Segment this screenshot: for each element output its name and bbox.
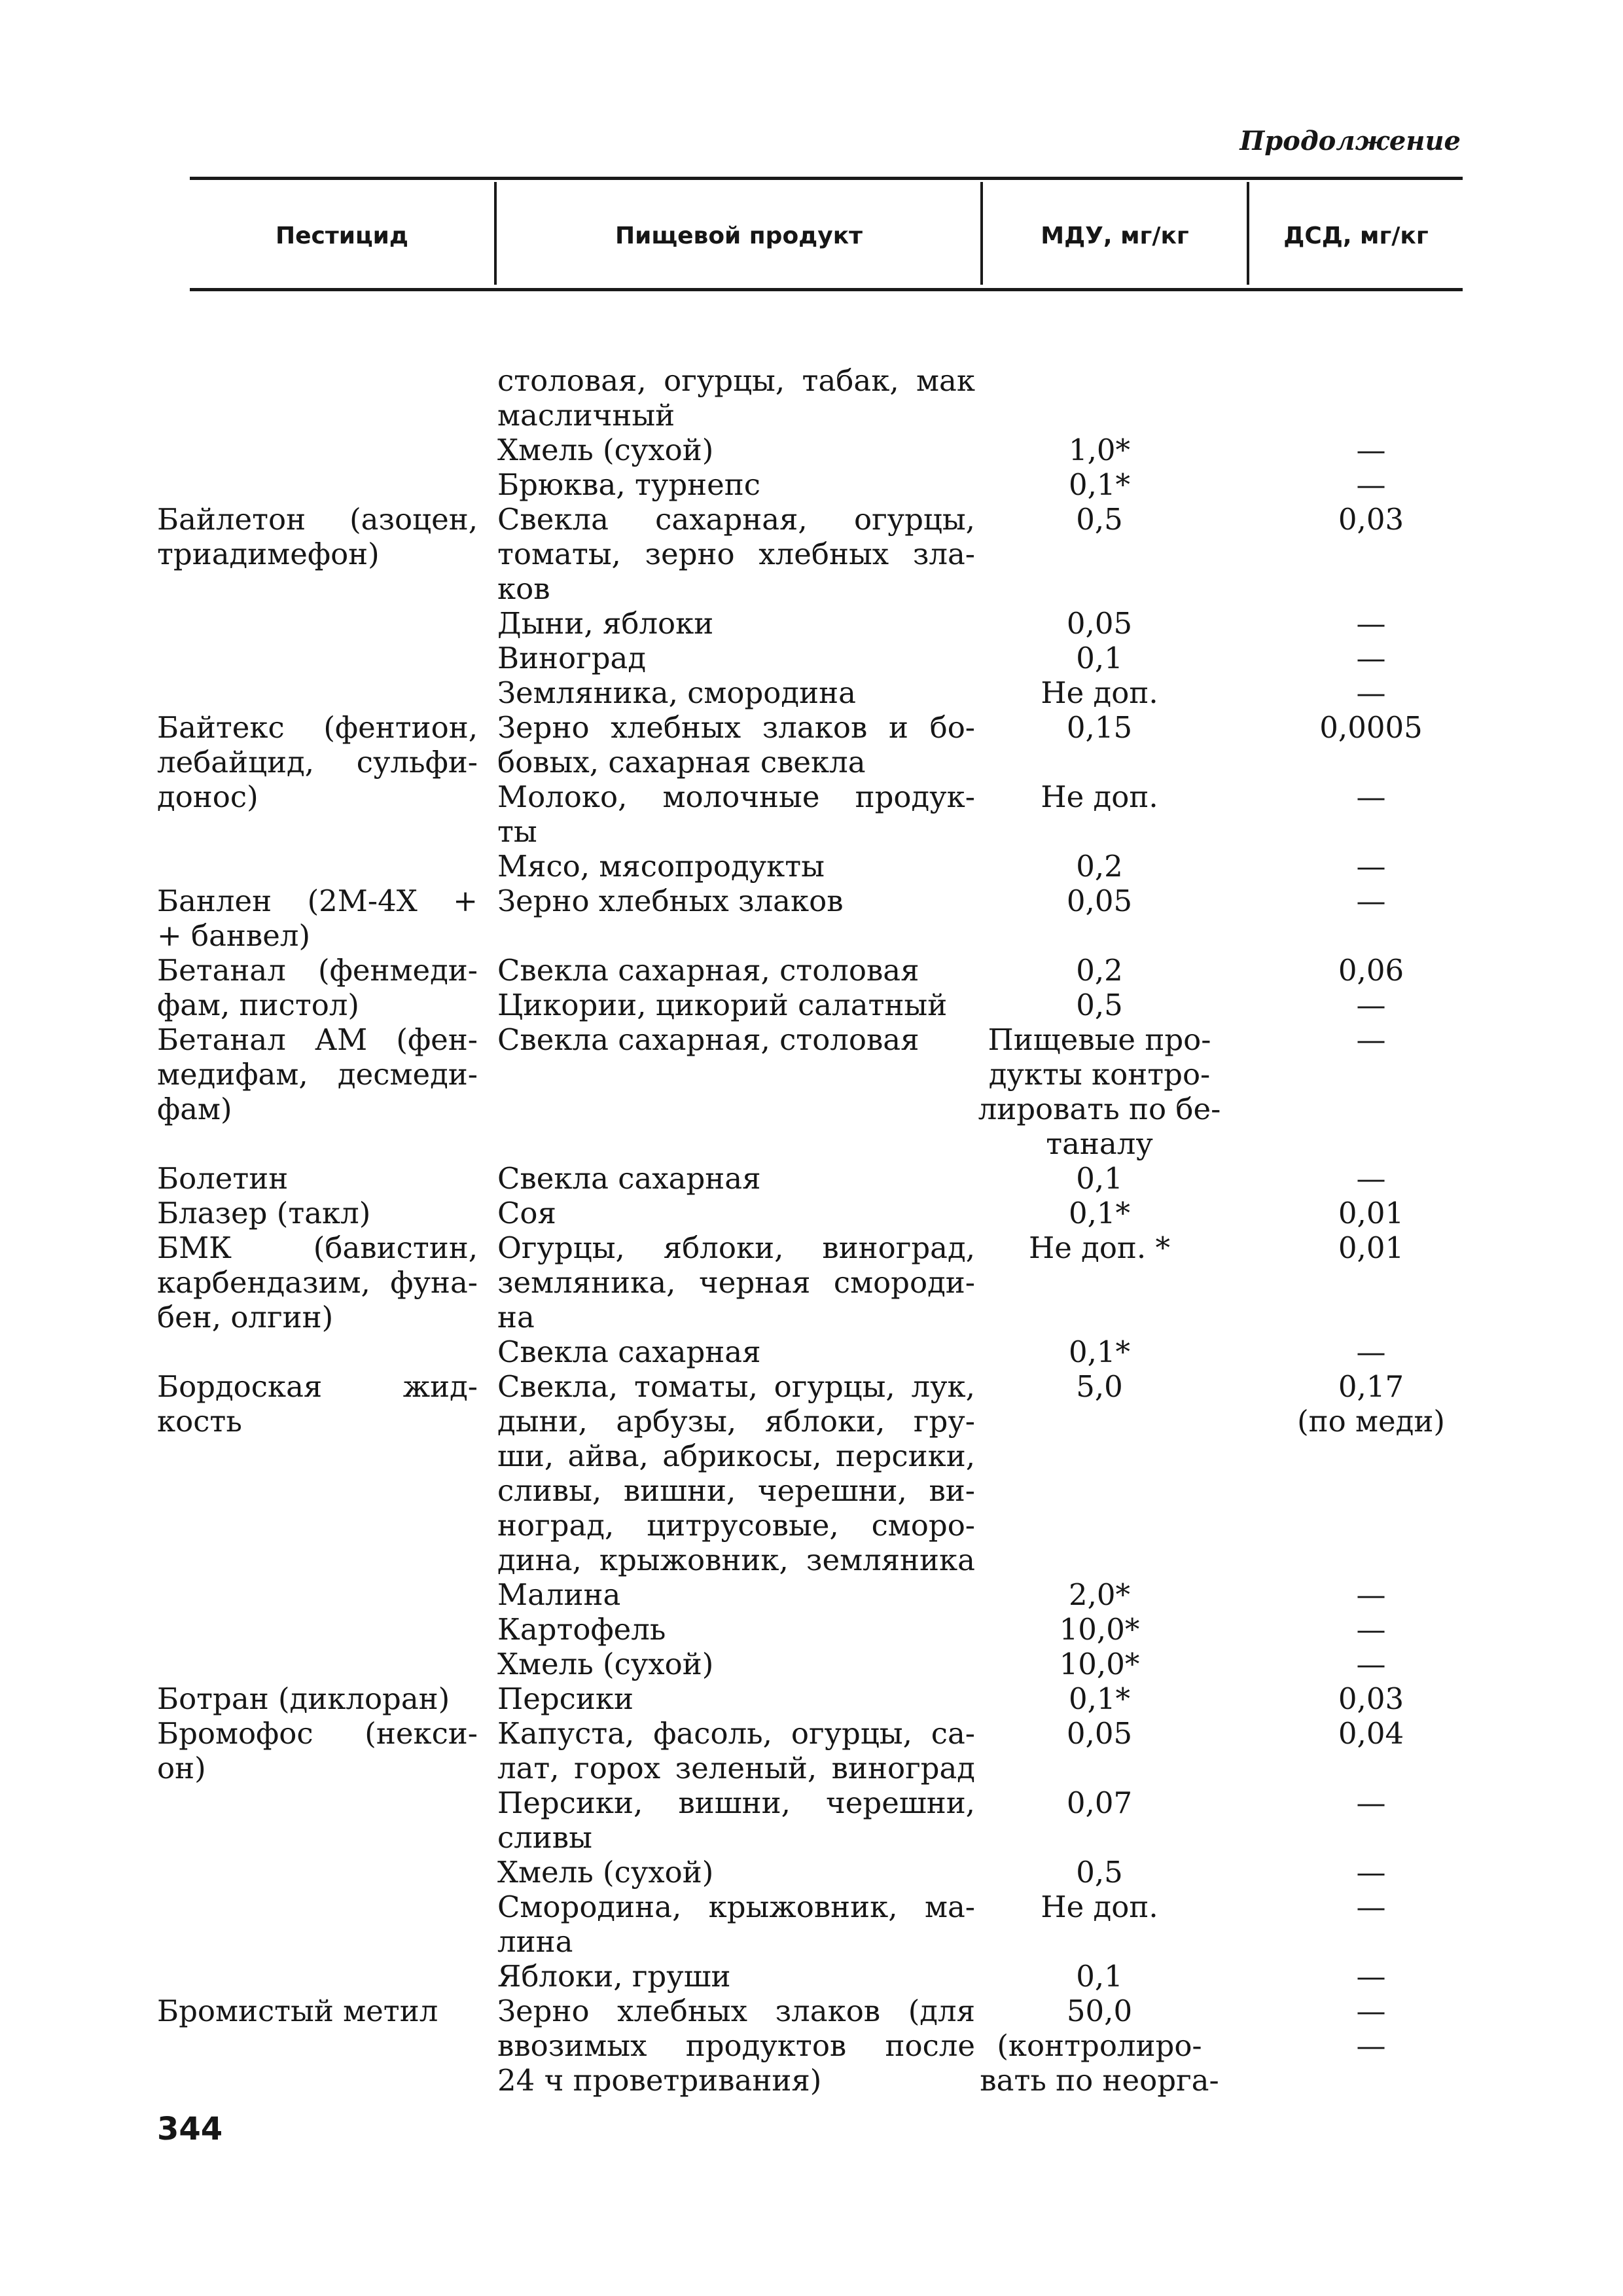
mdu-cell: вать по неорга- — [980, 2063, 1219, 2098]
food-cell: Земляника, смородина — [497, 675, 856, 710]
dsd-cell: — — [1356, 1785, 1386, 1820]
table-row — [0, 988, 1623, 1022]
pesticide-cell: фам, пистол) — [157, 988, 359, 1022]
table-row — [0, 433, 1623, 467]
dsd-cell: — — [1356, 1022, 1386, 1057]
dsd-cell: — — [1356, 606, 1386, 641]
dsd-cell: — — [1356, 988, 1386, 1022]
dsd-cell: — — [1356, 1612, 1386, 1647]
food-cell: земляника, черная смороди- — [497, 1265, 975, 1300]
mdu-cell: Не доп. — [1041, 675, 1158, 710]
table-row — [0, 1022, 1623, 1057]
dsd-cell: — — [1356, 849, 1386, 884]
table-row — [0, 1994, 1623, 2028]
table-row — [0, 918, 1623, 953]
pesticide-cell: Бетанал АМ (фен- — [157, 1022, 478, 1057]
table-row — [0, 571, 1623, 606]
food-cell: Мясо, мясопродукты — [497, 849, 825, 884]
table-row — [0, 1265, 1623, 1300]
dsd-cell: 0,17 — [1338, 1369, 1404, 1404]
food-cell: Картофель — [497, 1612, 666, 1647]
pesticide-cell: Банлен (2М-4Х + — [157, 884, 478, 918]
food-cell: Хмель (сухой) — [497, 433, 714, 467]
header-dsd: ДСД, мг/кг — [1283, 223, 1429, 249]
table-row — [0, 1647, 1623, 1681]
page-number: 344 — [157, 2111, 223, 2147]
mdu-cell: 0,1 — [1076, 1161, 1123, 1196]
table-row — [0, 398, 1623, 433]
table-row — [0, 710, 1623, 745]
table-row — [0, 1126, 1623, 1161]
pesticide-cell: Байлетон (азоцен, — [157, 502, 478, 537]
table-row — [0, 953, 1623, 988]
pesticide-cell: медифам, десмеди- — [157, 1057, 478, 1092]
table-row — [0, 1439, 1623, 1473]
mdu-cell: 0,05 — [1066, 1716, 1133, 1751]
food-cell: дина, крыжовник, земляника — [497, 1543, 975, 1577]
table-row — [0, 1161, 1623, 1196]
table-row — [0, 1300, 1623, 1335]
mdu-cell: 2,0* — [1068, 1577, 1131, 1612]
table-row — [0, 467, 1623, 502]
pesticide-cell: лебайцид, сульфи- — [157, 745, 478, 780]
mdu-cell: 0,1 — [1076, 1959, 1123, 1994]
dsd-cell: 0,06 — [1338, 953, 1404, 988]
mdu-cell: 0,05 — [1066, 606, 1133, 641]
pesticide-cell: Ботран (диклоран) — [157, 1681, 450, 1716]
mdu-cell: Не доп. — [1041, 1890, 1158, 1924]
dsd-cell: 0,03 — [1338, 1681, 1404, 1716]
dsd-cell: — — [1356, 467, 1386, 502]
table-row — [0, 1196, 1623, 1230]
dsd-cell: — — [1356, 1890, 1386, 1924]
food-cell: Зерно хлебных злаков и бо- — [497, 710, 975, 745]
pesticide-cell: + банвел) — [157, 918, 311, 953]
mdu-cell: (контролиро- — [997, 2028, 1202, 2063]
table-header-rule — [190, 288, 1463, 291]
dsd-cell: — — [1356, 1647, 1386, 1681]
food-cell: на — [497, 1300, 535, 1335]
table-row — [0, 1924, 1623, 1959]
mdu-cell: 0,1* — [1068, 1681, 1131, 1716]
pesticide-cell: Болетин — [157, 1161, 289, 1196]
pesticide-cell: триадимефон) — [157, 537, 380, 571]
pesticide-cell: он) — [157, 1751, 206, 1785]
table-row — [0, 363, 1623, 398]
table-row — [0, 1681, 1623, 1716]
pesticide-cell: фам) — [157, 1092, 232, 1126]
table-row — [0, 1855, 1623, 1890]
food-cell: Свекла, томаты, огурцы, лук, — [497, 1369, 975, 1404]
table-row — [0, 1716, 1623, 1751]
food-cell: масличный — [497, 398, 675, 433]
food-cell: дыни, арбузы, яблоки, гру- — [497, 1404, 975, 1439]
table-row — [0, 1959, 1623, 1994]
food-cell: столовая, огурцы, табак, мак — [497, 363, 975, 398]
mdu-cell: 1,0* — [1068, 433, 1131, 467]
table-row — [0, 1820, 1623, 1855]
mdu-cell: 0,1* — [1068, 467, 1131, 502]
mdu-cell: лировать по бе- — [978, 1092, 1221, 1126]
pesticide-cell: Бромофос (некси- — [157, 1716, 478, 1751]
mdu-cell: Пищевые про- — [988, 1022, 1211, 1057]
dsd-cell: — — [1356, 675, 1386, 710]
food-cell: лат, горох зеленый, виноград — [497, 1751, 975, 1785]
dsd-cell: — — [1356, 1959, 1386, 1994]
table-row — [0, 1473, 1623, 1508]
dsd-cell: — — [1356, 641, 1386, 675]
mdu-cell: 0,15 — [1066, 710, 1133, 745]
pesticide-cell: Бордоская жид- — [157, 1369, 478, 1404]
food-cell: лина — [497, 1924, 573, 1959]
dsd-cell: 0,04 — [1338, 1716, 1404, 1751]
table-row — [0, 1335, 1623, 1369]
mdu-cell: 0,5 — [1076, 502, 1123, 537]
table-row — [0, 884, 1623, 918]
table-row — [0, 1057, 1623, 1092]
pesticide-cell: БМК (бавистин, — [157, 1230, 478, 1265]
mdu-cell: 10,0* — [1059, 1647, 1140, 1681]
table-row — [0, 780, 1623, 814]
pesticide-cell: карбендазим, фуна- — [157, 1265, 478, 1300]
mdu-cell: 50,0 — [1066, 1994, 1133, 2028]
mdu-cell: 5,0 — [1076, 1369, 1123, 1404]
food-cell: сливы, вишни, черешни, ви- — [497, 1473, 975, 1508]
table-row — [0, 2063, 1623, 2098]
mdu-cell: 0,07 — [1066, 1785, 1133, 1820]
food-cell: Персики, вишни, черешни, — [497, 1785, 975, 1820]
food-cell: 24 ч проветривания) — [497, 2063, 822, 2098]
food-cell: Свекла сахарная, столовая — [497, 953, 919, 988]
mdu-cell: 0,05 — [1066, 884, 1133, 918]
table-top-rule — [190, 177, 1463, 180]
table-row — [0, 849, 1623, 884]
dsd-cell: 0,03 — [1338, 502, 1404, 537]
food-cell: Хмель (сухой) — [497, 1855, 714, 1890]
table-row — [0, 1751, 1623, 1785]
food-cell: Персики — [497, 1681, 633, 1716]
header-pesticide: Пестицид — [276, 223, 408, 249]
dsd-cell: — — [1356, 1994, 1386, 2028]
mdu-cell: 0,1 — [1076, 641, 1123, 675]
food-cell: Цикории, цикорий салатный — [497, 988, 948, 1022]
food-cell: ты — [497, 814, 537, 849]
food-cell: Дыни, яблоки — [497, 606, 714, 641]
table-row — [0, 745, 1623, 780]
dsd-cell: — — [1356, 884, 1386, 918]
dsd-cell: (по меди) — [1297, 1404, 1445, 1439]
food-cell: Брюква, турнепс — [497, 467, 760, 502]
food-cell: Свекла сахарная, огурцы, — [497, 502, 975, 537]
mdu-cell: дукты контро- — [988, 1057, 1211, 1092]
table-row — [0, 1577, 1623, 1612]
dsd-cell: — — [1356, 1577, 1386, 1612]
mdu-cell: 0,5 — [1076, 988, 1123, 1022]
table-row — [0, 1890, 1623, 1924]
table-row — [0, 1369, 1623, 1404]
dsd-cell: 0,01 — [1338, 1196, 1404, 1230]
table-row — [0, 1092, 1623, 1126]
dsd-cell: — — [1356, 780, 1386, 814]
pesticide-cell: Бромистый метил — [157, 1994, 438, 2028]
food-cell: Хмель (сухой) — [497, 1647, 714, 1681]
header-separator — [494, 182, 497, 285]
pesticide-cell: Байтекс (фентион, — [157, 710, 478, 745]
food-cell: Свекла сахарная — [497, 1335, 761, 1369]
pesticide-cell: Бетанал (фенмеди- — [157, 953, 478, 988]
mdu-cell: таналу — [1046, 1126, 1153, 1161]
table-row — [0, 1404, 1623, 1439]
table-row — [0, 814, 1623, 849]
food-cell: томаты, зерно хлебных зла- — [497, 537, 975, 571]
food-cell: Соя — [497, 1196, 556, 1230]
table-row — [0, 1230, 1623, 1265]
table-row — [0, 1508, 1623, 1543]
dsd-cell: — — [1356, 433, 1386, 467]
food-cell: ков — [497, 571, 550, 606]
food-cell: ноград, цитрусовые, сморо- — [497, 1508, 975, 1543]
food-cell: Огурцы, яблоки, виноград, — [497, 1230, 975, 1265]
table-row — [0, 1785, 1623, 1820]
food-cell: Зерно хлебных злаков (для — [497, 1994, 975, 2028]
continuation-label: Продолжение — [1240, 126, 1461, 156]
table-row — [0, 2028, 1623, 2063]
pesticide-cell: Блазер (такл) — [157, 1196, 371, 1230]
table-row — [0, 641, 1623, 675]
dsd-cell: 0,01 — [1338, 1230, 1404, 1265]
header-mdu: МДУ, мг/кг — [1041, 223, 1189, 249]
table-row — [0, 1612, 1623, 1647]
mdu-cell: 0,1* — [1068, 1196, 1131, 1230]
table-row — [0, 502, 1623, 537]
mdu-cell: 0,2 — [1076, 953, 1123, 988]
food-cell: Свекла сахарная — [497, 1161, 761, 1196]
food-cell: Малина — [497, 1577, 621, 1612]
dsd-cell: — — [1356, 1161, 1386, 1196]
pesticide-cell: кость — [157, 1404, 242, 1439]
food-cell: Яблоки, груши — [497, 1959, 731, 1994]
food-cell: ши, айва, абрикосы, персики, — [497, 1439, 975, 1473]
mdu-cell: 0,2 — [1076, 849, 1123, 884]
pesticide-cell: бен, олгин) — [157, 1300, 334, 1335]
food-cell: Зерно хлебных злаков — [497, 884, 844, 918]
food-cell: Смородина, крыжовник, ма- — [497, 1890, 975, 1924]
pesticide-cell: донос) — [157, 780, 259, 814]
dsd-cell: — — [1356, 2028, 1386, 2063]
mdu-cell: 0,1* — [1068, 1335, 1131, 1369]
header-food-product: Пищевой продукт — [615, 223, 863, 249]
table-row — [0, 537, 1623, 571]
dsd-cell: — — [1356, 1855, 1386, 1890]
food-cell: сливы — [497, 1820, 592, 1855]
table-row — [0, 606, 1623, 641]
food-cell: Свекла сахарная, столовая — [497, 1022, 919, 1057]
food-cell: Виноград — [497, 641, 647, 675]
mdu-cell: Не доп. — [1041, 780, 1158, 814]
table-row — [0, 675, 1623, 710]
dsd-cell: 0,0005 — [1319, 710, 1423, 745]
food-cell: бовых, сахарная свекла — [497, 745, 866, 780]
food-cell: Молоко, молочные продук- — [497, 780, 975, 814]
food-cell: ввозимых продуктов после — [497, 2028, 975, 2063]
mdu-cell: Не доп. * — [1028, 1230, 1171, 1265]
food-cell: Капуста, фасоль, огурцы, са- — [497, 1716, 975, 1751]
mdu-cell: 10,0* — [1059, 1612, 1140, 1647]
mdu-cell: 0,5 — [1076, 1855, 1123, 1890]
dsd-cell: — — [1356, 1335, 1386, 1369]
table-row — [0, 1543, 1623, 1577]
